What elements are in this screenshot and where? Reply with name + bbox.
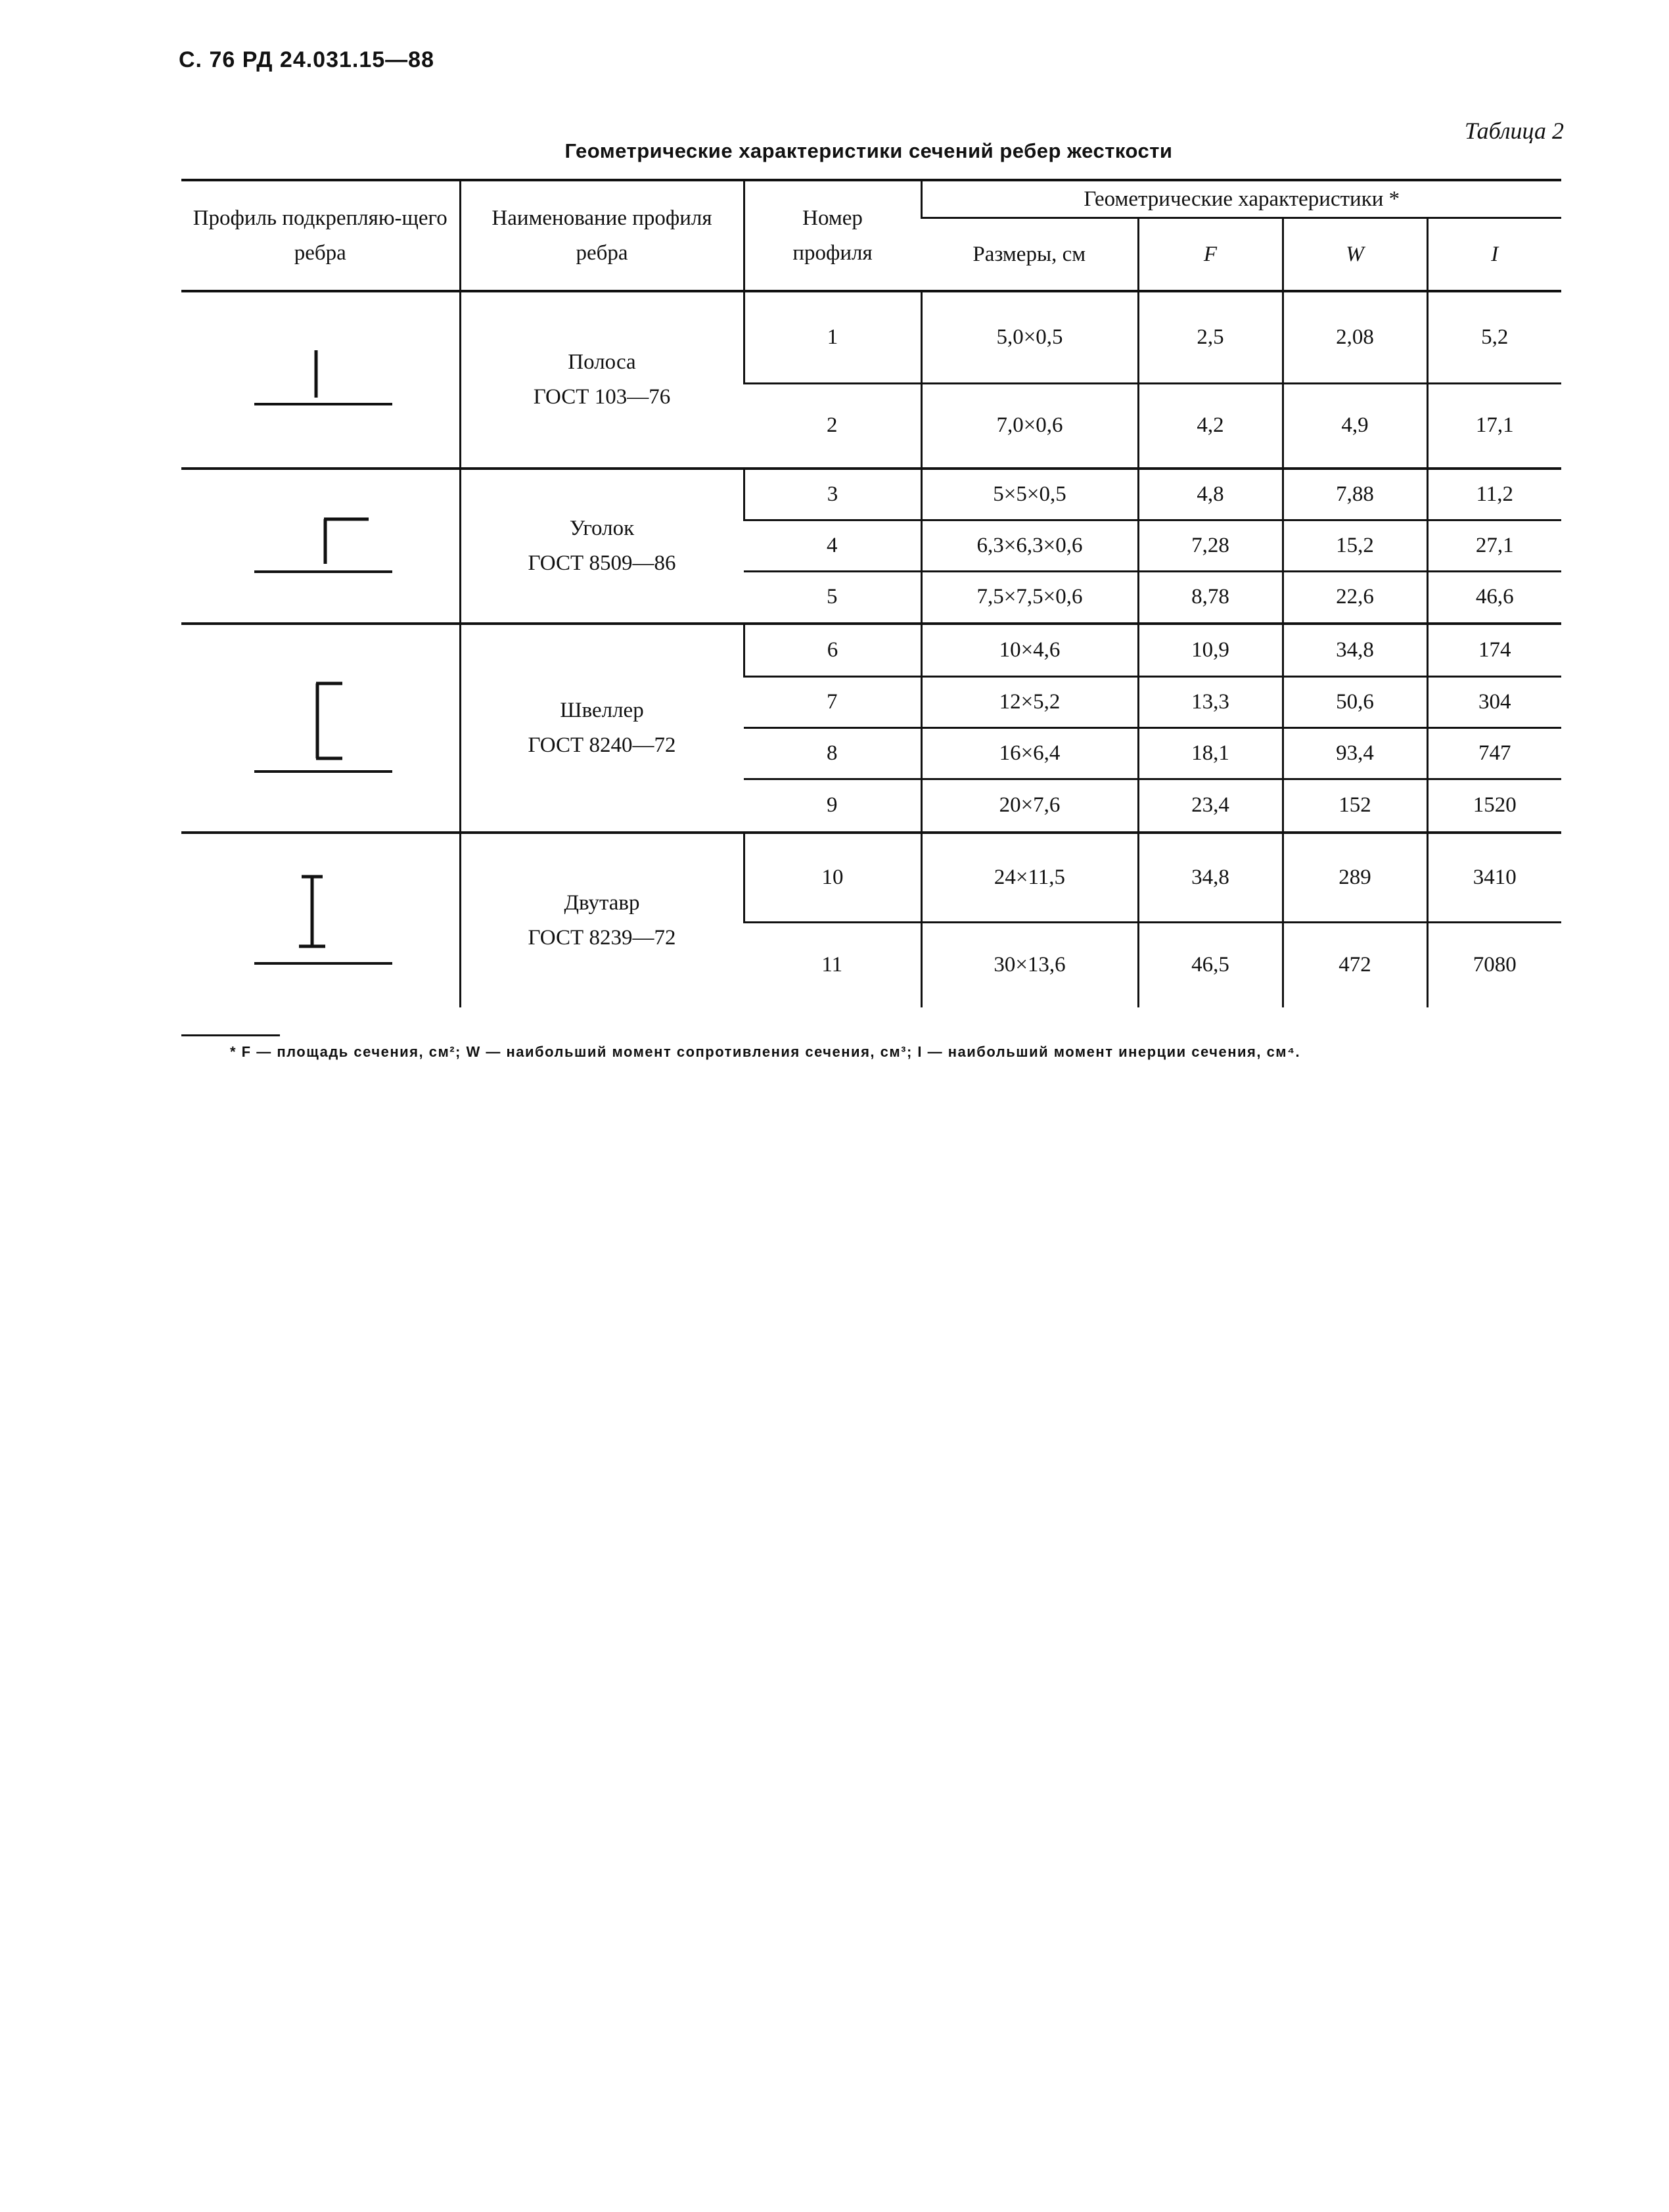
cell-dims: 7,0×0,6 <box>921 383 1138 469</box>
table-row <box>181 469 1561 520</box>
table-row <box>181 291 1561 383</box>
cell-dims: 30×13,6 <box>921 922 1138 1007</box>
profile-cell <box>181 469 460 624</box>
cell-F: 18,1 <box>1138 727 1283 779</box>
header-I: I <box>1427 218 1561 292</box>
profile-name: Полоса <box>568 350 636 375</box>
profile-number: 3 <box>744 469 921 520</box>
header-geometry-group: Геометрические характеристики * <box>921 180 1561 218</box>
table-title: Геометрические характеристики сечений ребер жесткости <box>564 139 1173 162</box>
cell-F: 2,5 <box>1138 291 1283 383</box>
i-beam-profile-icon <box>241 865 399 977</box>
characteristics-table <box>181 179 1561 1007</box>
profile-number: 7 <box>744 676 921 727</box>
cell-I: 1520 <box>1427 779 1561 833</box>
profile-cell <box>181 291 460 469</box>
cell-F: 4,8 <box>1138 469 1283 520</box>
profile-name: Уголок <box>569 517 635 541</box>
channel-profile-icon <box>241 669 399 787</box>
cell-W: 50,6 <box>1283 676 1427 727</box>
angle-profile-icon <box>241 510 399 582</box>
footnote: * F — площадь сечения, см²; W — наибольший момент сопротивления сечения, см³; I — наибольший момент инерции сечения, см⁴. <box>230 1044 1301 1060</box>
cell-W: 34,8 <box>1283 624 1427 676</box>
cell-I: 174 <box>1427 624 1561 676</box>
cell-I: 11,2 <box>1427 469 1561 520</box>
cell-F: 23,4 <box>1138 779 1283 833</box>
profile-gost: ГОСТ 8239—72 <box>528 926 676 950</box>
cell-W: 152 <box>1283 779 1427 833</box>
profile-name-cell <box>460 833 744 1007</box>
cell-dims: 6,3×6,3×0,6 <box>921 520 1138 571</box>
header-profile: Профиль подкрепляю-щего ребра <box>181 180 460 291</box>
cell-dims: 10×4,6 <box>921 624 1138 676</box>
cell-F: 34,8 <box>1138 833 1283 922</box>
profile-number: 5 <box>744 571 921 624</box>
header-dims: Размеры, см <box>921 218 1138 292</box>
cell-dims: 24×11,5 <box>921 833 1138 922</box>
cell-W: 7,88 <box>1283 469 1427 520</box>
cell-W: 2,08 <box>1283 291 1427 383</box>
profile-cell <box>181 833 460 1007</box>
header-F: F <box>1138 218 1283 292</box>
cell-dims: 16×6,4 <box>921 727 1138 779</box>
cell-W: 15,2 <box>1283 520 1427 571</box>
cell-dims: 7,5×7,5×0,6 <box>921 571 1138 624</box>
page-header: С. 76 РД 24.031.15—88 <box>179 47 434 72</box>
cell-I: 304 <box>1427 676 1561 727</box>
profile-cell <box>181 624 460 833</box>
footnote-divider <box>181 1034 280 1036</box>
cell-I: 17,1 <box>1427 383 1561 469</box>
profile-name-cell <box>460 469 744 624</box>
cell-F: 46,5 <box>1138 922 1283 1007</box>
profile-name-cell <box>460 624 744 833</box>
strip-profile-icon <box>241 344 399 416</box>
table-row <box>181 624 1561 676</box>
profile-gost: ГОСТ 8509—86 <box>528 551 676 575</box>
cell-I: 5,2 <box>1427 291 1561 383</box>
table-row <box>181 833 1561 922</box>
cell-I: 46,6 <box>1427 571 1561 624</box>
profile-gost: ГОСТ 103—76 <box>533 385 671 409</box>
cell-W: 472 <box>1283 922 1427 1007</box>
profile-name: Двутавр <box>564 891 640 915</box>
profile-gost: ГОСТ 8240—72 <box>528 733 676 757</box>
profile-number: 6 <box>744 624 921 676</box>
table-label: Таблица 2 <box>1464 118 1564 144</box>
cell-dims: 20×7,6 <box>921 779 1138 833</box>
cell-dims: 12×5,2 <box>921 676 1138 727</box>
cell-I: 747 <box>1427 727 1561 779</box>
cell-W: 22,6 <box>1283 571 1427 624</box>
cell-F: 4,2 <box>1138 383 1283 469</box>
cell-I: 3410 <box>1427 833 1561 922</box>
profile-number: 8 <box>744 727 921 779</box>
cell-F: 13,3 <box>1138 676 1283 727</box>
profile-number: 2 <box>744 383 921 469</box>
cell-I: 7080 <box>1427 922 1561 1007</box>
cell-I: 27,1 <box>1427 520 1561 571</box>
cell-dims: 5,0×0,5 <box>921 291 1138 383</box>
profile-number: 4 <box>744 520 921 571</box>
header-number: Номер профиля <box>744 180 921 291</box>
profile-name: Швеллер <box>560 699 644 723</box>
profile-number: 11 <box>744 922 921 1007</box>
cell-F: 8,78 <box>1138 571 1283 624</box>
profile-name-cell <box>460 291 744 469</box>
cell-W: 289 <box>1283 833 1427 922</box>
cell-F: 10,9 <box>1138 624 1283 676</box>
cell-dims: 5×5×0,5 <box>921 469 1138 520</box>
header-name: Наименование профиля ребра <box>460 180 744 291</box>
profile-number: 9 <box>744 779 921 833</box>
cell-W: 4,9 <box>1283 383 1427 469</box>
profile-number: 10 <box>744 833 921 922</box>
profile-number: 1 <box>744 291 921 383</box>
cell-F: 7,28 <box>1138 520 1283 571</box>
cell-W: 93,4 <box>1283 727 1427 779</box>
header-W: W <box>1283 218 1427 292</box>
